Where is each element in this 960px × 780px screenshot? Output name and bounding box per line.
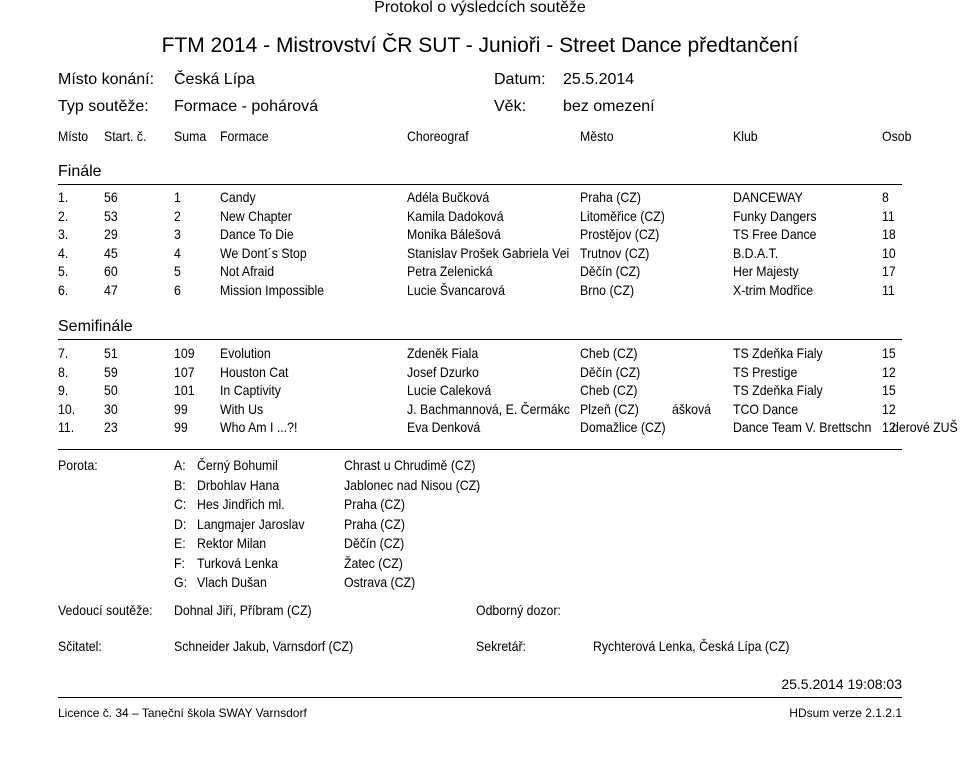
city-cell: Plzeň (CZ) (580, 400, 639, 417)
formation-cell: Mission Impossible (220, 281, 325, 298)
city-cell: Děčín (CZ) (580, 263, 641, 279)
jury-name: Hes Jindřich ml. (197, 496, 285, 512)
jury-name: Turková Lenka (197, 554, 279, 571)
col-header-club: Klub (733, 128, 758, 144)
club-cell: X-trim Modřice (733, 281, 814, 298)
formation-cell: Evolution (220, 345, 271, 361)
place-cell: 9. (58, 382, 69, 398)
start-number-cell: 107 (174, 363, 195, 380)
city-cell: Cheb (CZ) (580, 382, 638, 398)
jury-letter: A: (174, 457, 186, 473)
choreographer-cell: Lucie Caleková (407, 382, 492, 398)
round-title-semifinal: Semifinále (58, 318, 133, 335)
secretary-label: Sekretář: (476, 638, 526, 654)
start-number-cell: 101 (174, 382, 195, 398)
jury-city: Ostrava (CZ) (344, 574, 416, 590)
club-cell: TS Free Dance (733, 226, 817, 242)
venue-label: Místo konání: (58, 71, 155, 88)
jury-label: Porota: (58, 457, 98, 473)
place-cell: 6. (58, 281, 69, 298)
club-cell: B.D.A.T. (733, 244, 779, 261)
venue-value: Česká Lípa (174, 71, 255, 88)
type-label: Typ soutěže: (58, 98, 149, 115)
date-value: 25.5.2014 (563, 71, 635, 88)
start-number-cell: 3 (174, 226, 181, 242)
city-cell: Brno (CZ) (580, 281, 635, 298)
formation-cell: In Captivity (220, 382, 281, 398)
persons-cell: 15 (882, 382, 896, 398)
divider-results-end (58, 449, 902, 450)
sum-cell: 50 (104, 382, 118, 398)
persons-cell: 17 (882, 263, 896, 279)
place-cell: 7. (58, 345, 69, 361)
club-cell: TS Zdeňka Fialy (733, 382, 823, 398)
jury-city: Praha (CZ) (344, 496, 405, 512)
choreographer-cell: Petra Zelenická (407, 263, 493, 279)
sum-cell: 51 (104, 345, 118, 361)
col-header-city: Město (580, 128, 614, 144)
jury-letter: D: (174, 515, 187, 532)
club-cell: Funky Dangers (733, 207, 817, 224)
city-cell: Praha (CZ) (580, 189, 641, 205)
choreographer-cell: Josef Dzurko (407, 363, 479, 380)
col-header-persons: Osob (882, 128, 912, 144)
jury-name: Vlach Dušan (197, 574, 267, 590)
jury-letter: G: (174, 574, 188, 590)
counter-value: Schneider Jakub, Varnsdorf (CZ) (174, 638, 354, 654)
formation-cell: With Us (220, 400, 264, 417)
start-number-cell: 4 (174, 244, 181, 261)
start-number-cell: 6 (174, 281, 181, 298)
choreographer-cell: Monika Bálešová (407, 226, 501, 242)
divider-final (58, 184, 902, 185)
jury-letter: B: (174, 476, 186, 493)
sum-cell: 45 (104, 244, 118, 261)
footer-divider (58, 697, 902, 698)
choreographer-cell: Eva Denková (407, 419, 481, 435)
secretary-value: Rychterová Lenka, Česká Lípa (CZ) (593, 638, 790, 654)
col-header-sum: Suma (174, 128, 207, 144)
persons-cell: 12 (882, 363, 896, 380)
sum-cell: 30 (104, 400, 118, 417)
choreographer-cell: Adéla Bučková (407, 189, 490, 205)
type-value: Formace - pohárová (174, 98, 319, 115)
jury-city: Jablonec nad Nisou (CZ) (344, 476, 481, 493)
place-cell: 5. (58, 263, 69, 279)
formation-cell: Who Am I ...?! (220, 419, 298, 435)
choreographer-cell: Lucie Švancarová (407, 281, 505, 298)
jury-letter: E: (174, 535, 186, 551)
club-cell: TS Prestige (733, 363, 798, 380)
choreographer-cell: J. Bachmannová, E. Čermákc (407, 400, 570, 417)
persons-cell: 18 (882, 226, 896, 242)
round-title-final: Finále (58, 163, 102, 180)
persons-cell: 11 (882, 207, 895, 224)
formation-cell: Not Afraid (220, 263, 275, 279)
club-overflow-cell: derové ZUŠ (892, 419, 958, 435)
start-number-cell: 5 (174, 263, 181, 279)
persons-cell: 12 (882, 419, 896, 435)
city-cell: Děčín (CZ) (580, 363, 641, 380)
club-cell: TS Zdeňka Fialy (733, 345, 823, 361)
city-cell: Prostějov (CZ) (580, 226, 660, 242)
date-label: Datum: (494, 71, 546, 88)
city-cell: Cheb (CZ) (580, 345, 638, 361)
club-cell: DANCEWAY (733, 189, 803, 205)
jury-name: Černý Bohumil (197, 457, 278, 473)
leader-value: Dohnal Jiří, Příbram (CZ) (174, 602, 312, 618)
sum-cell: 60 (104, 263, 118, 279)
expert-label: Odborný dozor: (476, 602, 561, 618)
formation-cell: We Dont´s Stop (220, 244, 307, 261)
jury-city: Žatec (CZ) (344, 554, 403, 571)
persons-cell: 8 (882, 189, 889, 205)
club-cell: Dance Team V. Brettschn (733, 419, 872, 435)
jury-city: Praha (CZ) (344, 515, 405, 532)
formation-cell: New Chapter (220, 207, 292, 224)
city-overflow-cell: ášková (672, 400, 712, 417)
city-cell: Trutnov (CZ) (580, 244, 650, 261)
license-text: Licence č. 34 – Taneční škola SWAY Varnsdorf (58, 706, 307, 720)
start-number-cell: 99 (174, 419, 188, 435)
place-cell: 4. (58, 244, 69, 261)
sum-cell: 47 (104, 281, 118, 298)
club-cell: Her Majesty (733, 263, 799, 279)
formation-cell: Dance To Die (220, 226, 294, 242)
jury-city: Děčín (CZ) (344, 535, 405, 551)
jury-city: Chrast u Chrudimě (CZ) (344, 457, 476, 473)
jury-letter: F: (174, 554, 185, 571)
place-cell: 11. (58, 419, 75, 435)
sum-cell: 53 (104, 207, 118, 224)
choreographer-cell: Zdeněk Fiala (407, 345, 479, 361)
jury-name: Drbohlav Hana (197, 476, 280, 493)
sum-cell: 56 (104, 189, 118, 205)
persons-cell: 11 (882, 281, 895, 298)
city-cell: Litoměřice (CZ) (580, 207, 665, 224)
counter-label: Sčitatel: (58, 638, 102, 654)
col-header-choreographer: Choreograf (407, 128, 469, 144)
timestamp: 25.5.2014 19:08:03 (781, 676, 902, 692)
club-cell: TCO Dance (733, 400, 799, 417)
sum-cell: 59 (104, 363, 118, 380)
leader-label: Vedoucí soutěže: (58, 602, 153, 618)
persons-cell: 12 (882, 400, 896, 417)
protocol-title: Protokol o výsledcích soutěže (374, 0, 586, 16)
jury-letter: C: (174, 496, 187, 512)
choreographer-cell: Kamila Dadoková (407, 207, 504, 224)
persons-cell: 10 (882, 244, 896, 261)
jury-name: Langmajer Jaroslav (197, 515, 305, 532)
col-header-formation: Formace (220, 128, 269, 144)
divider-semifinal (58, 339, 902, 340)
place-cell: 8. (58, 363, 69, 380)
place-cell: 3. (58, 226, 69, 242)
sum-cell: 29 (104, 226, 118, 242)
persons-cell: 15 (882, 345, 896, 361)
age-label: Věk: (494, 98, 527, 115)
start-number-cell: 109 (174, 345, 195, 361)
city-cell: Domažlice (CZ) (580, 419, 666, 435)
jury-name: Rektor Milan (197, 535, 267, 551)
choreographer-cell: Stanislav Prošek Gabriela Vei (407, 244, 570, 261)
start-number-cell: 1 (174, 189, 181, 205)
place-cell: 10. (58, 400, 76, 417)
sum-cell: 23 (104, 419, 118, 435)
start-number-cell: 2 (174, 207, 181, 224)
formation-cell: Houston Cat (220, 363, 289, 380)
start-number-cell: 99 (174, 400, 188, 417)
event-title: FTM 2014 - Mistrovství ČR SUT - Junioři - Street Dance předtančení (161, 34, 799, 57)
col-header-place: Místo (58, 128, 89, 144)
place-cell: 1. (58, 189, 69, 205)
formation-cell: Candy (220, 189, 256, 205)
age-value: bez omezení (563, 98, 655, 115)
place-cell: 2. (58, 207, 69, 224)
col-header-start: Start. č. (104, 128, 147, 144)
software-version: HDsum verze 2.1.2.1 (789, 706, 902, 720)
